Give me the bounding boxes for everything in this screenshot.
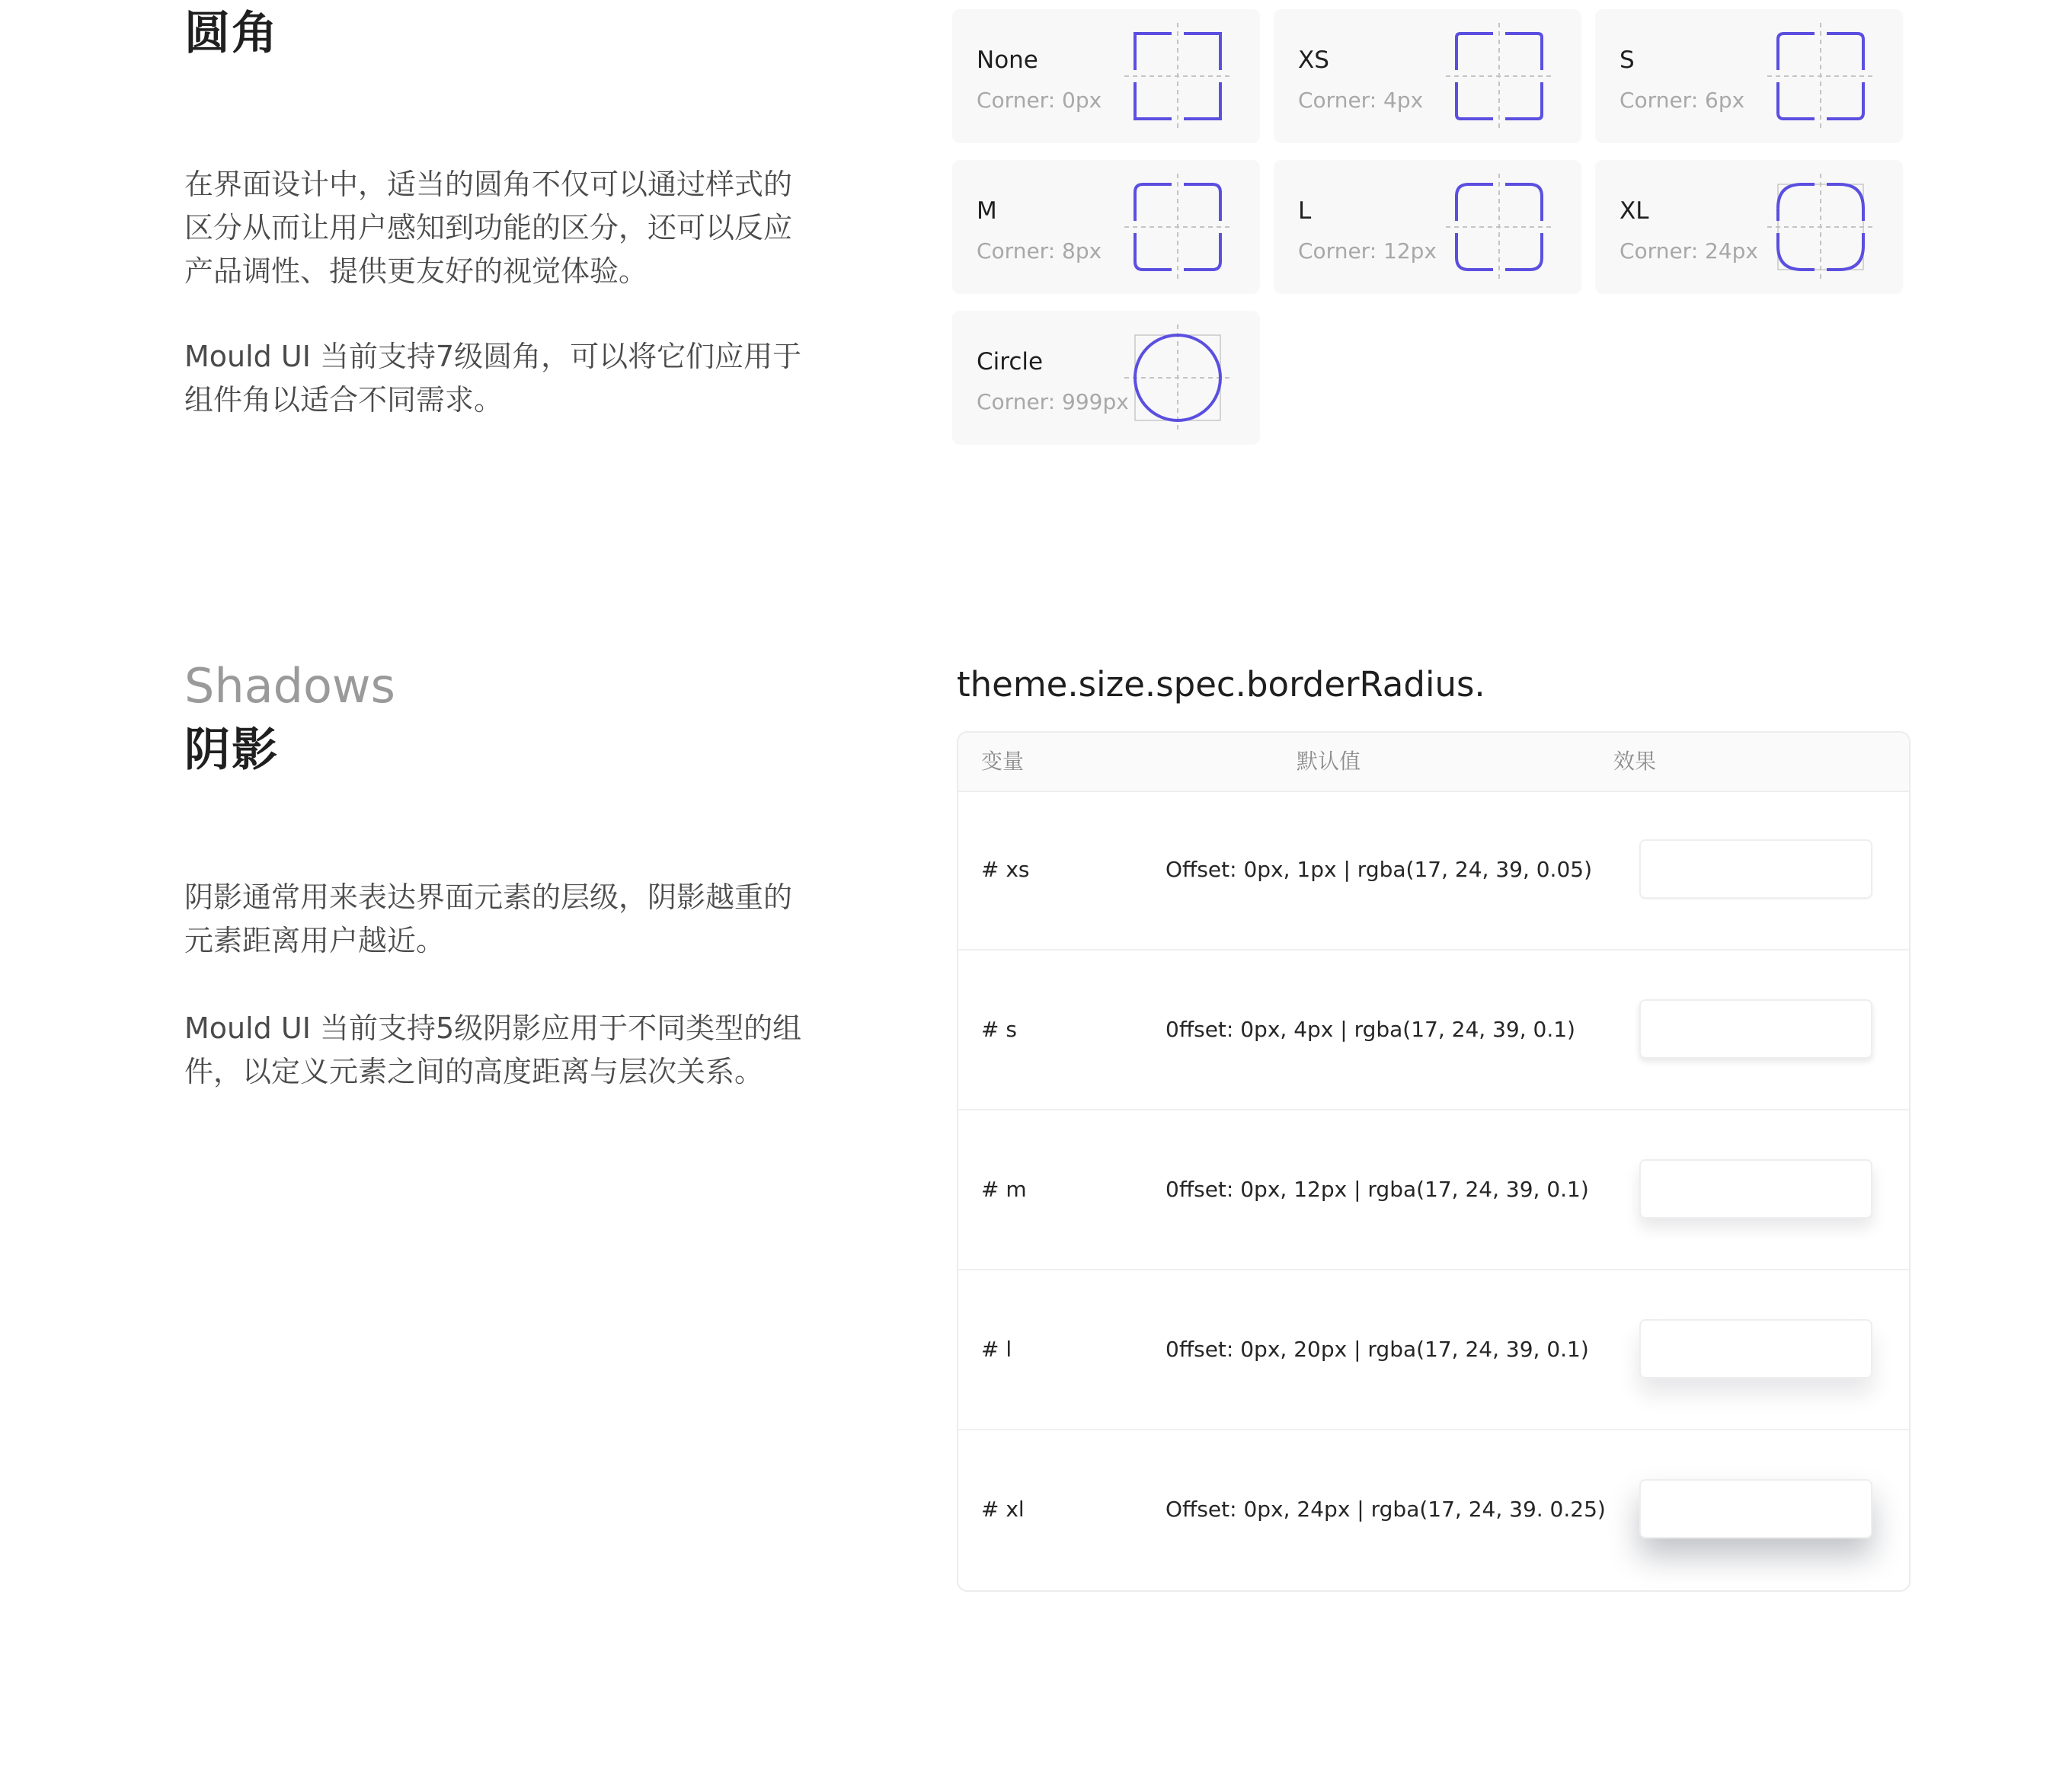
- radius-card-s: [1595, 9, 1903, 143]
- shadow-variable-name: # l: [981, 1337, 1012, 1362]
- table-row: [958, 1270, 1909, 1430]
- radius-card-name: None: [977, 46, 1038, 74]
- shadow-default-value: Offset: 0px, 1px | rgba(17, 24, 39, 0.05): [1166, 857, 1593, 882]
- radius-card-corner-value: Corner: 999px: [977, 389, 1129, 414]
- header-effect: 效果: [1613, 749, 1657, 774]
- shadow-effect-preview: [1639, 1319, 1872, 1379]
- shadow-token-table: [957, 731, 1911, 1592]
- table-row: [958, 791, 1909, 951]
- table-row: [958, 951, 1909, 1110]
- radius-support-note: Mould UI 当前支持7级圆角，可以将它们应用于组件角以适合不同需求。: [184, 340, 802, 417]
- table-header: [958, 733, 1909, 792]
- radius-card-corner-value: Corner: 6px: [1620, 88, 1745, 113]
- radius-preview-icon: [1446, 23, 1552, 129]
- radius-description: 在界面设计中，适当的圆角不仅可以通过样式的区分从而让用户感知到功能的区分，还可以反应产品调性、提供更友好的视觉体验。: [184, 168, 793, 288]
- radius-card-xs: [1274, 9, 1581, 143]
- table-row: [958, 1110, 1909, 1270]
- radius-card-corner-value: Corner: 24px: [1620, 238, 1758, 264]
- radius-card-m: [952, 160, 1260, 294]
- shadow-variable-name: # xs: [981, 857, 1030, 882]
- radius-card-name: Circle: [977, 348, 1044, 375]
- shadow-default-value: Offset: 0px, 24px | rgba(17, 24, 39. 0.25): [1166, 1497, 1606, 1522]
- token-path-heading: theme.size.spec.borderRadius.: [957, 664, 1485, 705]
- radius-card-name: L: [1298, 197, 1312, 225]
- shadow-variable-name: # m: [981, 1177, 1027, 1202]
- radius-card-corner-value: Corner: 4px: [1298, 88, 1424, 113]
- shadow-effect-preview: [1639, 1159, 1872, 1219]
- shadow-effect-preview: [1639, 1479, 1872, 1539]
- radius-card-l: [1274, 160, 1581, 294]
- shadows-title-en: Shadows: [184, 658, 395, 714]
- shadows-description: 阴影通常用来表达界面元素的层级，阴影越重的元素距离用户越近。: [184, 880, 793, 957]
- radius-preview-icon: [1124, 23, 1231, 129]
- radius-card-name: XL: [1620, 197, 1649, 225]
- radius-card-corner-value: Corner: 8px: [977, 238, 1102, 264]
- radius-preview-icon: [1767, 23, 1874, 129]
- shadow-variable-name: # s: [981, 1017, 1017, 1042]
- radius-card-none: [952, 9, 1260, 143]
- radius-preview-icon: [1124, 324, 1231, 431]
- radius-preview-icon: [1446, 174, 1552, 280]
- radius-card-corner-value: Corner: 0px: [977, 88, 1102, 113]
- shadow-default-value: 0ffset: 0px, 12px | rgba(17, 24, 39, 0.1): [1166, 1177, 1589, 1202]
- radius-card-xl: [1595, 160, 1903, 294]
- shadow-effect-preview: [1639, 999, 1872, 1059]
- shadow-effect-preview: [1639, 839, 1872, 899]
- radius-preview-icon: [1767, 174, 1874, 280]
- radius-card-corner-value: Corner: 12px: [1298, 238, 1437, 264]
- radius-card-name: M: [977, 197, 997, 225]
- shadow-variable-name: # xl: [981, 1497, 1025, 1522]
- radius-card-name: S: [1620, 46, 1635, 74]
- header-default-value: 默认值: [1297, 749, 1361, 774]
- shadows-title-cn: 阴影: [184, 724, 279, 777]
- radius-card-circle: [952, 311, 1260, 445]
- header-variable: 变量: [981, 749, 1025, 774]
- radius-title: 圆角: [184, 7, 279, 60]
- radius-preview-icon: [1124, 174, 1231, 280]
- shadows-support-note: Mould UI 当前支持5级阴影应用于不同类型的组件，以定义元素之间的高度距离与层次关系。: [184, 1011, 802, 1088]
- radius-card-name: XS: [1298, 46, 1329, 74]
- table-row: [958, 1430, 1909, 1590]
- shadow-default-value: 0ffset: 0px, 4px | rgba(17, 24, 39, 0.1): [1166, 1017, 1575, 1042]
- shadow-default-value: 0ffset: 0px, 20px | rgba(17, 24, 39, 0.1): [1166, 1337, 1589, 1362]
